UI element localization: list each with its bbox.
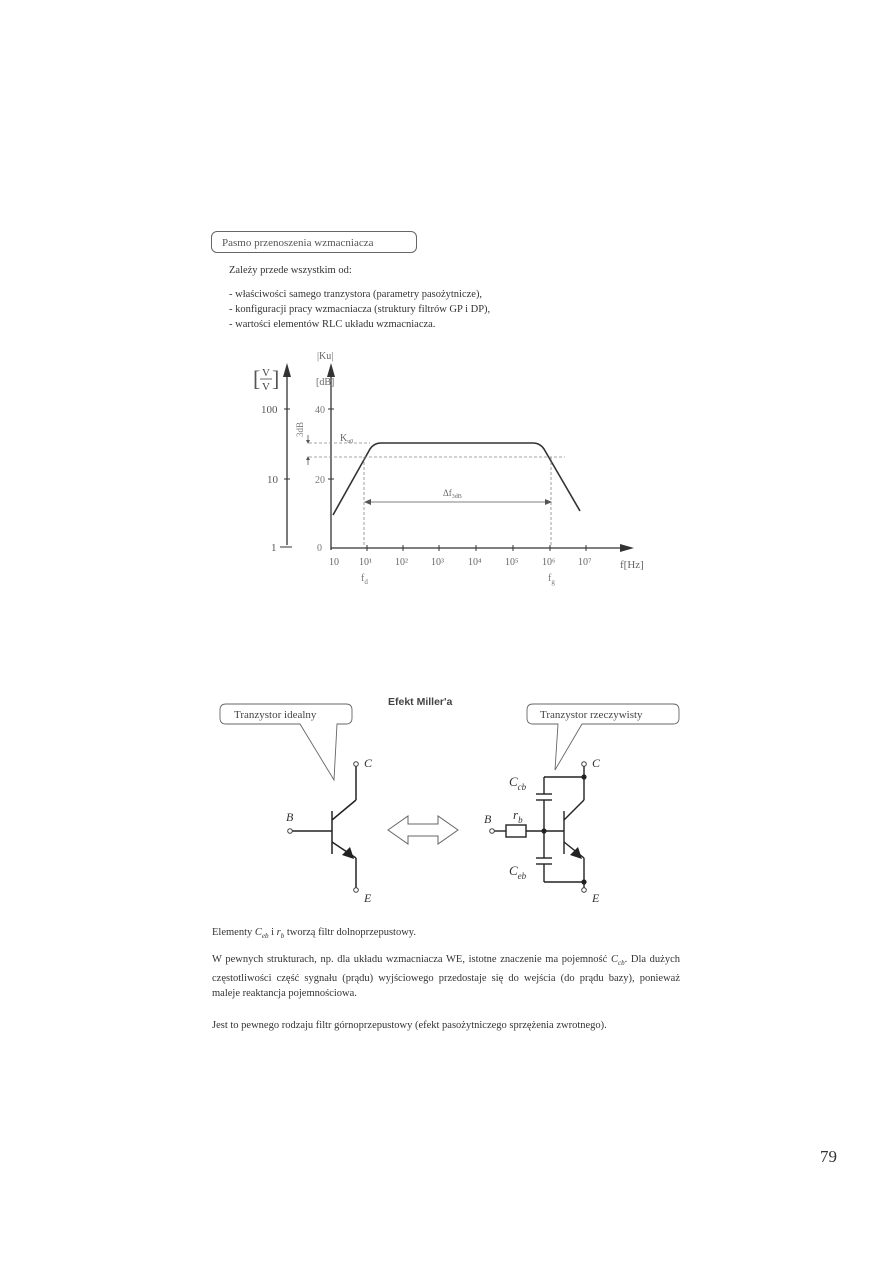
pin-c-real-label: C <box>592 756 601 770</box>
ku0-label: $K_{u0}$ <box>340 433 354 445</box>
bullet-list <box>229 288 649 333</box>
terminal-c-real <box>582 762 587 767</box>
terminal-b <box>288 829 293 834</box>
callout-ideal-label: Tranzystor idealny <box>234 709 317 721</box>
x-axis-arrow <box>620 544 634 552</box>
db-tick-label: 20 <box>315 475 325 486</box>
terminal-e-real <box>582 888 587 893</box>
left-tick-label: 10 <box>267 474 278 486</box>
x-tick-label: 10² <box>395 557 408 568</box>
bullet-item: - konfiguracji pracy wzmacniacza (struktury filtrów GP i DP), <box>229 304 491 315</box>
paragraph-2: W pewnych strukturach, np. dla układu wzmacniacza WE, istotne znaczenie ma pojemność $C_{cb}$. Dla dużych częstotliwości część sygnału (prądu) wyjściowego przedostaje się do wejścia (do prądu bazy), ponieważ maleje reaktancja pojemnościowa. <box>212 954 681 1000</box>
unit-denominator: V <box>262 381 270 393</box>
x-tick-label: 10 <box>329 557 339 568</box>
x-tick-label: 10³ <box>431 557 444 568</box>
frequency-response-plot <box>240 345 670 605</box>
bandwidth-arrowhead-left <box>364 499 371 505</box>
paragraph-3: Jest to pewnego rodzaju filtr górnoprzepustowy (efekt pasożytniczego sprzężenia zwrotnego). <box>212 1020 607 1031</box>
x-tick-label: 10⁴ <box>468 557 482 568</box>
db-unit: [dB] <box>316 377 335 388</box>
db-tick-label: 40 <box>315 405 325 416</box>
real-transistor-symbol <box>494 766 584 888</box>
pin-e-label: E <box>364 891 372 905</box>
x-tick-label: 10⁶ <box>542 557 556 568</box>
fg-label: $f_g$ <box>548 573 555 586</box>
terminal-e <box>354 888 359 893</box>
unit-numerator: V <box>262 367 270 379</box>
miller-title: Efekt Miller'a <box>388 696 453 708</box>
unit-bracket-left: [ <box>253 366 261 391</box>
y-axis-title: |Ku| <box>317 351 334 362</box>
x-axis-unit: f[Hz] <box>620 559 644 571</box>
paragraph-1: Elementy $C_{eb}$ i $r_b$ tworzą filtr dolnoprzepustowy. <box>212 927 416 941</box>
3db-label: 3dB <box>295 421 305 437</box>
x-tick-label: 10¹ <box>359 557 372 568</box>
left-tick-label: 100 <box>261 404 278 416</box>
left-tick-label: 1 <box>271 542 277 554</box>
equivalence-arrow <box>388 816 458 844</box>
bullet-item: - wartości elementów RLC układu wzmacniacza. <box>229 319 436 330</box>
bandwidth-label: $\Delta f_{3dB}$ <box>443 488 462 500</box>
unit-bracket-right: ] <box>272 366 280 391</box>
pin-b-real-label: B <box>484 812 492 826</box>
terminal-c <box>354 762 359 767</box>
bullet-item: - właściwości samego tranzystora (parametry pasożytnicze), <box>229 289 483 300</box>
section-title: Pasmo przenoszenia wzmacniacza <box>211 231 417 253</box>
pin-b-label: B <box>286 810 294 824</box>
db-axis-arrow <box>327 363 335 377</box>
page-number: 79 <box>820 1147 837 1166</box>
callout-real-label: Tranzystor rzeczywisty <box>540 709 643 721</box>
intro-text: Zależy przede wszystkim od: <box>229 265 352 276</box>
junction-dot <box>541 828 546 833</box>
ideal-transistor-symbol <box>291 766 356 888</box>
pin-e-real-label: E <box>592 891 600 905</box>
terminal-b-real <box>490 829 495 834</box>
junction-dot <box>581 879 586 884</box>
cap-cb-label: $C_{cb}$ <box>509 774 527 792</box>
left-axis-arrow <box>283 363 291 377</box>
pin-c-label: C <box>364 756 373 770</box>
res-rb-label: $r_b$ <box>513 807 523 825</box>
x-tick-label: 10⁷ <box>578 557 592 568</box>
junction-dot <box>581 774 586 779</box>
fd-label: $f_d$ <box>361 573 368 586</box>
miller-effect-diagram <box>212 698 684 910</box>
emitter-arrow <box>342 847 354 859</box>
x-tick-label: 10⁵ <box>505 557 519 568</box>
db-tick-label: 0 <box>317 543 322 554</box>
cap-eb-label: $C_{eb}$ <box>509 863 527 881</box>
